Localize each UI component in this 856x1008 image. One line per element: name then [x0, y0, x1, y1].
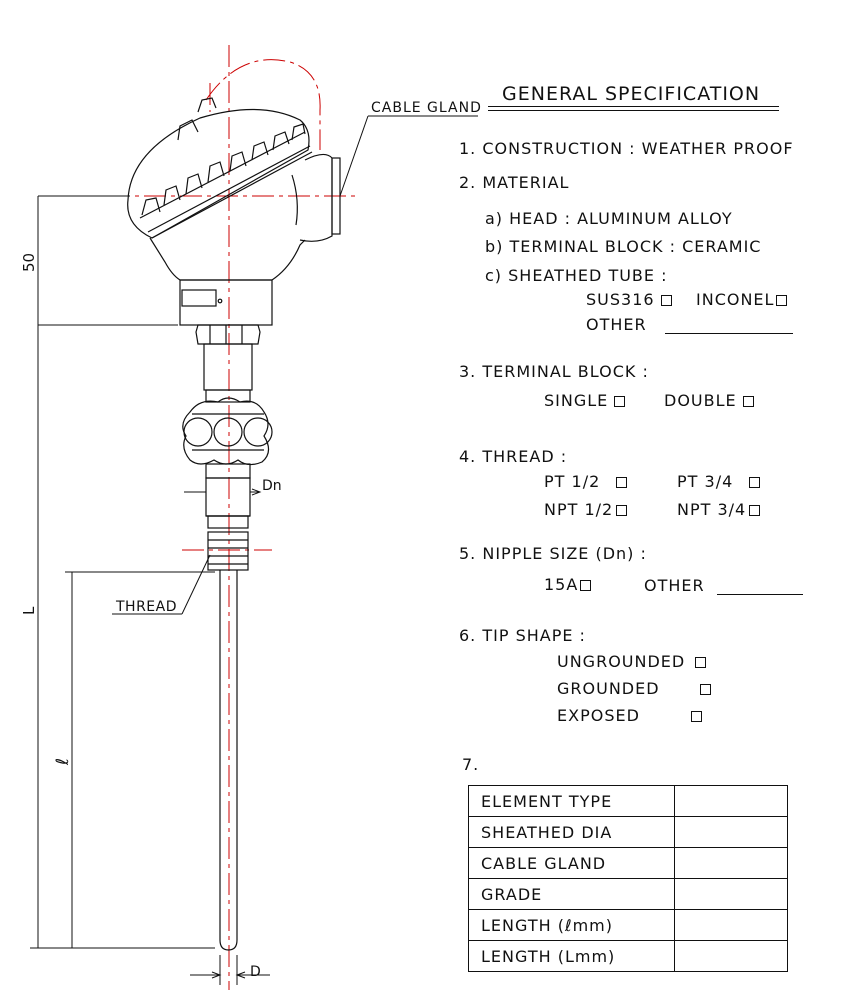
option-double — [664, 391, 754, 410]
d-label: D — [250, 964, 261, 980]
dim-50-label: 50 — [20, 252, 38, 272]
npt34-label: NPT 3/4 — [677, 500, 747, 519]
exposed-checkbox[interactable] — [691, 711, 702, 722]
option-ungrounded — [557, 652, 706, 671]
15a-checkbox[interactable] — [580, 580, 591, 591]
union-fitting — [183, 325, 272, 570]
sus316-checkbox[interactable] — [661, 295, 672, 306]
spec-nipple-size: 5. NIPPLE SIZE (Dn) : — [459, 544, 647, 563]
spec-head: a) HEAD : ALUMINUM ALLOY — [485, 209, 733, 228]
table-row — [469, 848, 788, 879]
spec-sheathed-tube: c) SHEATHED TUBE : — [485, 266, 668, 285]
thread-label: THREAD — [116, 599, 178, 615]
option-other-material — [586, 314, 793, 334]
table-row — [469, 786, 788, 817]
table-row-value[interactable] — [675, 817, 788, 848]
option-other-nipple — [644, 575, 803, 595]
option-pt34 — [677, 472, 760, 491]
table-row-value[interactable] — [675, 879, 788, 910]
other-material-label: OTHER — [586, 315, 647, 334]
dn-label: Dn — [262, 478, 282, 494]
exposed-label: EXPOSED — [557, 706, 640, 725]
cable-gland-label: CABLE GLAND — [371, 100, 482, 116]
option-exposed — [557, 706, 702, 725]
option-15a — [544, 575, 591, 594]
double-checkbox[interactable] — [743, 396, 754, 407]
title-underline-2 — [488, 110, 779, 111]
spec-title: GENERAL SPECIFICATION — [502, 83, 761, 105]
option-single — [544, 391, 625, 410]
spec-table — [468, 785, 788, 972]
other-material-blank[interactable] — [665, 314, 793, 334]
dim-l-label: ℓ — [53, 757, 73, 765]
spec-terminal-block: 3. TERMINAL BLOCK : — [459, 362, 649, 381]
pt34-label: PT 3/4 — [677, 472, 734, 491]
inconel-checkbox[interactable] — [776, 295, 787, 306]
grounded-label: GROUNDED — [557, 679, 660, 698]
head-housing — [128, 98, 340, 325]
option-npt12 — [544, 500, 627, 519]
spec-construction: 1. CONSTRUCTION : WEATHER PROOF — [459, 139, 794, 158]
table-row — [469, 910, 788, 941]
table-row — [469, 817, 788, 848]
pt34-checkbox[interactable] — [749, 477, 760, 488]
option-sus316 — [586, 290, 672, 309]
inconel-label: INCONEL — [696, 290, 775, 309]
table-row-value[interactable] — [675, 848, 788, 879]
table-row-value[interactable] — [675, 786, 788, 817]
15a-label: 15A — [544, 575, 579, 594]
spec-tip-shape: 6. TIP SHAPE : — [459, 626, 586, 645]
double-label: DOUBLE — [664, 391, 737, 410]
dim-L-label: L — [20, 606, 38, 615]
spec-thread: 4. THREAD : — [459, 447, 568, 466]
table-row-label: LENGTH (ℓmm) — [469, 910, 675, 941]
spec-material: 2. MATERIAL — [459, 173, 570, 192]
table-row-label: SHEATHED DIA — [469, 817, 675, 848]
other-nipple-label: OTHER — [644, 576, 705, 595]
option-inconel — [696, 290, 787, 309]
grounded-checkbox[interactable] — [700, 684, 711, 695]
ungrounded-label: UNGROUNDED — [557, 652, 686, 671]
table-row — [469, 879, 788, 910]
single-label: SINGLE — [544, 391, 609, 410]
npt34-checkbox[interactable] — [749, 505, 760, 516]
npt12-label: NPT 1/2 — [544, 500, 614, 519]
option-npt34 — [677, 500, 760, 519]
table-row-value[interactable] — [675, 941, 788, 972]
option-pt12 — [544, 472, 627, 491]
spec-terminal-block-material: b) TERMINAL BLOCK : CERAMIC — [485, 237, 762, 256]
sus316-label: SUS316 — [586, 290, 655, 309]
spec-item-7: 7. — [462, 755, 480, 774]
single-checkbox[interactable] — [614, 396, 625, 407]
table-row-label: LENGTH (Lmm) — [469, 941, 675, 972]
table-row — [469, 941, 788, 972]
npt12-checkbox[interactable] — [616, 505, 627, 516]
table-row-label: ELEMENT TYPE — [469, 786, 675, 817]
title-underline — [488, 106, 779, 107]
drawing-labels — [20, 100, 482, 980]
table-row-label: GRADE — [469, 879, 675, 910]
table-row-value[interactable] — [675, 910, 788, 941]
other-nipple-blank[interactable] — [717, 575, 803, 595]
pt12-label: PT 1/2 — [544, 472, 601, 491]
table-row-label: CABLE GLAND — [469, 848, 675, 879]
pt12-checkbox[interactable] — [616, 477, 627, 488]
ungrounded-checkbox[interactable] — [695, 657, 706, 668]
spec-table-body — [469, 786, 788, 972]
option-grounded — [557, 679, 711, 698]
